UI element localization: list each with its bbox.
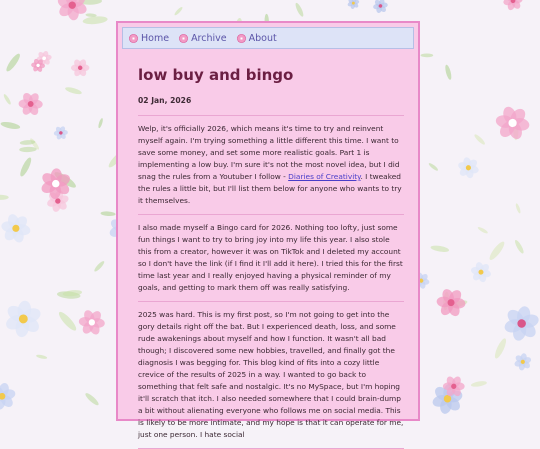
post-paragraph-1 <box>138 116 404 215</box>
diaries-of-creativity-link[interactable]: Diaries of Creativity <box>288 172 361 181</box>
nav-home-link[interactable] <box>129 33 169 44</box>
post-body <box>138 115 404 449</box>
flower-icon <box>179 34 188 43</box>
flower-icon <box>237 34 246 43</box>
post-title: low buy and bingo <box>138 66 294 84</box>
paragraph-1-text-start: Welp, it's officially 2026, which means it's time to try and reinvent myself again. I'm trying something a little different this time. I want to save some money, and set some more realistic goals. Part 1 is implementing a low buy. I'm sure it's not the most novel idea, but I did snag the rules from a Youtuber I follow - <box>138 124 400 181</box>
paragraph-1-text-end: . I tweaked the rules a little bit, but I'll list them below for anyone who wants to try it themselves. <box>138 172 402 205</box>
post-paragraph-2: I also made myself a Bingo card for 2026. Nothing too lofty, just some fun things I want to try to bring joy into my life this year. I also stole this from a creator, however it was on TikTok and I deleted my account so I don't have the link (if I find it I'll add it here). I tried this for the first time last year and I really enjoyed having a physical reminder of my goals, and getting to mark them off was really satisfying. <box>138 215 404 302</box>
nav-archive-label: Archive <box>191 32 227 44</box>
nav-about-link[interactable] <box>237 33 277 44</box>
post-paragraph-3: 2025 was hard. This is my first post, so I'm not going to get into the gory details right off the bat. But I experienced death, loss, and some rude awakenings about myself and how I function. It wasn't all bad though; I discovered some new hobbies, travelled, and finally got the diagnosis I was begging for. This blog kind of fits into a cozy little crevice of the results of 2025 in a way. I wanted to go back to something that felt safe and nostalgic. It's no MySpace, but I'm hoping it'll scratch that itch. I also needed somewhere that I could brain-dump a bit without alienating everyone who follows me on social media. This is likely to be more intimate, and my hope is that it can operate for me, just one person. I hate social <box>138 302 404 449</box>
nav-about-label: About <box>248 32 277 44</box>
blog-post <box>138 65 404 449</box>
nav-home-label: Home <box>141 32 170 44</box>
post-date: 02 Jan, 2026 <box>138 96 192 105</box>
blog-page <box>116 21 420 439</box>
navigation-bar <box>122 27 414 49</box>
nav-archive-link[interactable] <box>179 33 227 44</box>
flower-icon <box>129 34 138 43</box>
